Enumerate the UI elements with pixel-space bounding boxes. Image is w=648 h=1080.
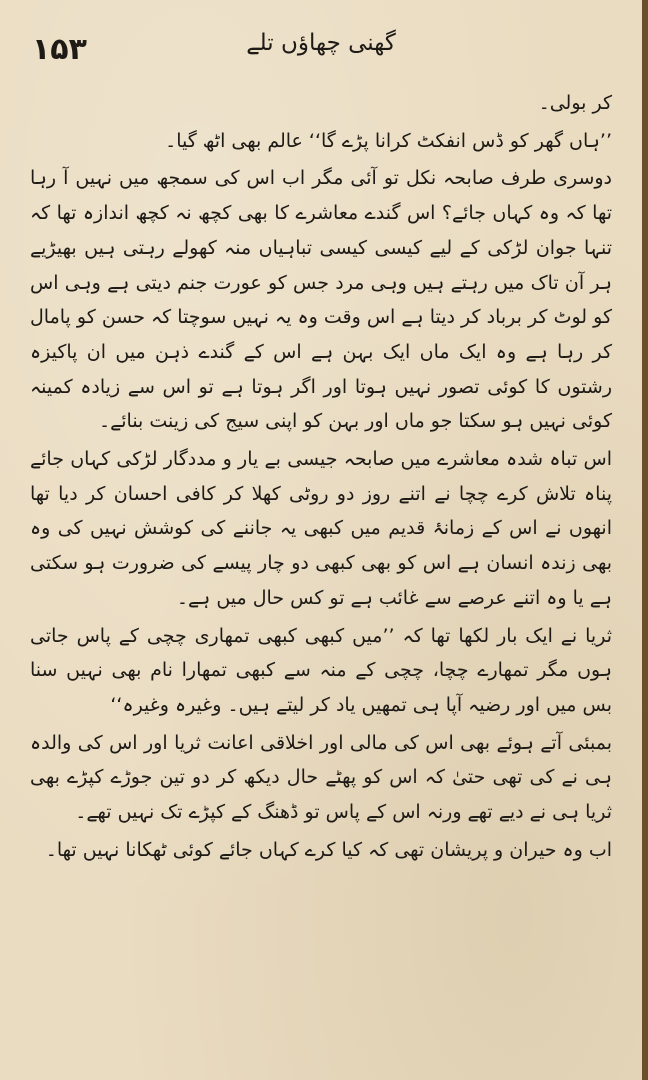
body-text — [30, 86, 612, 867]
paragraph: اس تباہ شدہ معاشرے میں صابحہ جیسی بے یار و مددگار لڑکی کہاں جائے پناہ تلاش کرے چچا نے اتنے روز دو روٹی کھلا کر کافی احسان کر دیا تھا انھوں نے اس کے زمانۂ قدیم میں کبھی یہ جاننے کی کوشش نہیں کی وہ بھی زندہ انسان ہے اس کو بھی کبھی دو چار پیسے کی ضرورت ہو سکتی ہے یا وہ اتنے عرصے سے غائب ہے تو کس حال میں ہے۔ — [30, 448, 612, 609]
paragraph: دوسری طرف صابحہ نکل تو آئی مگر اب اس کی سمجھ میں نہیں آ رہا تھا کہ وہ کہاں جائے؟ اس گندے معاشرے کا بھی کچھ نہ کچھ اندازہ تھا کہ تنہا جوان لڑکی کے لیے کیسی کیسی تباہیاں منہ کھولے رہتی ہیں بھیڑیے ہر آن تاک میں رہتے ہیں وہی مرد جس کو عورت جنم دیتی ہے وہی اس کو لوٹ کر برباد کر دیتا ہے اس وقت وہ یہ نہیں سوچتا کہ حسن کو پامال کر رہا ہے وہ ایک ماں ایک بہن ہے اس کے گندے ذہن میں ان پاکیزہ رشتوں کا کوئی تصور نہیں ہوتا اور اگر ہوتا ہے تو اس سے زیادہ کمینہ کوئی نہیں ہو سکتا جو ماں اور بہن کو اپنی سیج کی زینت بنائے۔ — [30, 167, 612, 433]
paragraph: بمبئی آتے ہوئے بھی اس کی مالی اور اخلاقی اعانت ثریا اور اس کی والدہ ہی نے کی تھی حتیٰ کہ اس کو پھٹے حال دیکھ کر دو تین جوڑے کپڑے بھی ثریا ہی نے دیے تھے ورنہ اس کے پاس تو ڈھنگ کے کپڑے تک نہیں تھے۔ — [30, 731, 612, 824]
page-header — [30, 22, 612, 80]
paragraph: اب وہ حیران و پریشان تھی کہ کیا کرے کہاں جائے کوئی ٹھکانا نہیں تھا۔ — [45, 838, 612, 861]
page-number: ۱۵۳ — [32, 32, 87, 67]
running-title: گھنی چھاؤں تلے — [246, 30, 396, 56]
paragraph: کر بولی۔ — [538, 92, 612, 114]
paragraph: ثریا نے ایک بار لکھا تھا کہ ’’میں کبھی کبھی تمھاری چچی کے پاس جاتی ہوں مگر تمھارے چچا، چچی کے منہ سے کبھی تمھارا نام بھی نہیں سنا بس میں اور رضیہ آپا ہی تمھیں یاد کر لیتے ہیں۔ وغیرہ وغیرہ‘‘ — [30, 624, 612, 716]
paragraph: ’’ہاں گھر کو ڈس انفکٹ کرانا پڑے گا‘‘ عالم بھی اٹھ گیا۔ — [165, 129, 612, 152]
